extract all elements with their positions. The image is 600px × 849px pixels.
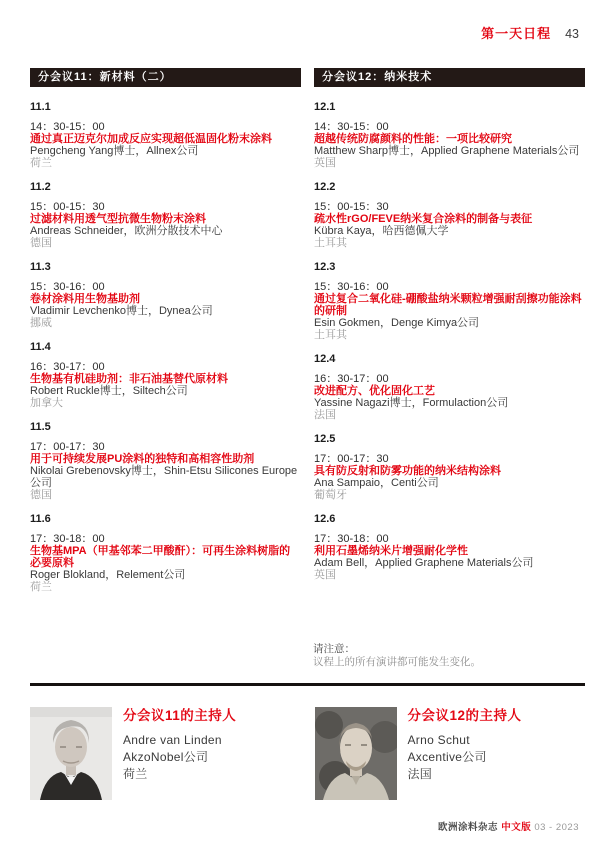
session-item	[30, 341, 301, 409]
session-country: 加拿大	[30, 397, 63, 409]
moderator-11-company: AkzoNobel公司	[123, 750, 209, 764]
session-country: 英国	[314, 569, 336, 581]
session-time: 15：30-16：00	[30, 281, 105, 293]
session-12-list	[314, 101, 585, 581]
session-country: 德国	[30, 489, 52, 501]
moderator-12-company: Axcentive公司	[407, 750, 487, 764]
session-time: 17：30-18：00	[30, 533, 105, 545]
session-item	[314, 101, 585, 169]
section-divider	[30, 683, 585, 686]
session-speaker: Nikolai Grebenovsky博士，Shin-Etsu Silicones Europe公司	[30, 465, 298, 489]
session-title: 疏水性rGO/FEVE纳米复合涂料的制备与表征	[314, 213, 533, 225]
session-country: 荷兰	[30, 157, 52, 169]
session-title: 卷材涂料用生物基助剂	[30, 293, 140, 305]
moderator-12-name: Arno Schut	[407, 733, 470, 747]
session-speaker: Kübra Kaya，哈西德佩大学	[314, 225, 449, 237]
schedule-note	[313, 643, 481, 669]
moderator-session-11	[30, 707, 301, 800]
session-number: 11.5	[30, 421, 51, 433]
moderator-info	[123, 707, 236, 800]
moderator-photo-arno	[315, 707, 397, 800]
session-number: 11.3	[30, 261, 51, 273]
session-title: 过滤材料用透气型抗微生物粉末涂料	[30, 213, 206, 225]
session-time: 17：00-17：30	[314, 453, 389, 465]
footer-issue: 03 - 2023	[534, 822, 579, 833]
session-item	[30, 181, 301, 249]
session-number: 11.6	[30, 513, 51, 525]
session-speaker: Ana Sampaio，Centi公司	[314, 477, 439, 489]
session-number: 12.3	[314, 261, 336, 273]
session-country: 荷兰	[30, 581, 52, 593]
page-number: 43	[565, 27, 579, 41]
column-session-11	[30, 68, 301, 605]
session-title: 具有防反射和防雾功能的纳米结构涂料	[314, 465, 501, 477]
moderator-12-country: 法国	[407, 767, 433, 781]
session-item	[314, 353, 585, 421]
session-number: 12.5	[314, 433, 336, 445]
session-title: 生物基有机硅助剂：非石油基替代原材料	[30, 373, 228, 385]
moderators-row	[30, 707, 585, 800]
note-heading: 请注意：	[313, 643, 355, 655]
session-number: 12.1	[314, 101, 336, 113]
moderator-11-heading: 分会议11的主持人	[123, 708, 237, 723]
session-number: 11.1	[30, 101, 51, 113]
session-speaker: Pengcheng Yang博士，Allnex公司	[30, 145, 199, 157]
session-item	[314, 433, 585, 501]
moderator-12-heading: 分会议12的主持人	[407, 708, 522, 723]
session-speaker: Esin Gokmen，Denge Kimya公司	[314, 317, 480, 329]
session-speaker: Robert Ruckle博士，Siltech公司	[30, 385, 188, 397]
session-speaker: Roger Blokland，Relement公司	[30, 569, 186, 581]
moderator-11-country: 荷兰	[123, 767, 148, 781]
footer-magazine-name: 欧洲涂料杂志	[438, 822, 499, 833]
page-footer	[438, 819, 579, 833]
moderator-info	[408, 707, 522, 800]
session-number: 12.4	[314, 353, 336, 365]
session-11-list	[30, 101, 301, 593]
session-time: 15：30-16：00	[314, 281, 389, 293]
session-time: 14：30-15：00	[30, 121, 105, 133]
session-time: 15：00-15：30	[30, 201, 105, 213]
session-country: 土耳其	[314, 237, 347, 249]
session-time: 15：00-15：30	[314, 201, 389, 213]
session-country: 挪威	[30, 317, 52, 329]
session-title: 生物基MPA（甲基邻苯二甲酸酐）：可再生涂料树脂的必要原料	[30, 545, 291, 569]
session-item	[30, 513, 301, 593]
session-time: 17：30-18：00	[314, 533, 389, 545]
session-item	[30, 421, 301, 501]
session-item	[314, 261, 585, 341]
session-country: 葡萄牙	[314, 489, 347, 501]
session-item	[30, 101, 301, 169]
session-country: 英国	[314, 157, 336, 169]
session-speaker: Matthew Sharp博士，Applied Graphene Materials公司	[314, 145, 580, 157]
session-title: 通过真正迈克尔加成反应实现超低温固化粉末涂料	[30, 133, 272, 145]
session-title: 通过复合二氧化硅-硼酸盐纳米颗粒增强耐刮擦功能涂料的研制	[314, 293, 582, 317]
session-speaker: Vladimir Levchenko博士，Dynea公司	[30, 305, 213, 317]
session-item	[30, 261, 301, 329]
session-11-header-bar: 分会议11：新材料（二）	[30, 68, 301, 87]
footer-edition: 中文版	[501, 822, 532, 833]
session-speaker: Adam Bell，Applied Graphene Materials公司	[314, 557, 534, 569]
session-country: 德国	[30, 237, 52, 249]
session-number: 11.4	[30, 341, 51, 353]
moderator-photo-andre	[30, 707, 112, 800]
session-number: 11.2	[30, 181, 51, 193]
session-title: 改进配方、优化固化工艺	[314, 385, 435, 397]
session-time: 16：30-17：00	[30, 361, 105, 373]
page-header	[481, 23, 579, 42]
note-body: 议程上的所有演讲都可能发生变化。	[313, 656, 481, 668]
session-columns	[30, 68, 585, 605]
day-section-label: 第一天日程	[481, 26, 552, 41]
session-item	[314, 513, 585, 581]
session-12-header-bar: 分会议12：纳米技术	[314, 68, 585, 87]
session-title: 利用石墨烯纳米片增强耐化学性	[314, 545, 468, 557]
session-number: 12.2	[314, 181, 336, 193]
session-title: 用于可持续发展PU涂料的独特和高相容性助剂	[30, 453, 255, 465]
moderator-session-12	[315, 707, 586, 800]
session-time: 14：30-15：00	[314, 121, 389, 133]
session-time: 16：30-17：00	[314, 373, 389, 385]
session-title: 超越传统防腐颜料的性能：一项比较研究	[314, 133, 512, 145]
column-session-12	[314, 68, 585, 605]
moderator-11-name: Andre van Linden	[123, 733, 222, 747]
session-speaker: Yassine Nagazi博士，Formulaction公司	[314, 397, 509, 409]
session-country: 土耳其	[314, 329, 347, 341]
session-item	[314, 181, 585, 249]
session-speaker: Andreas Schneider，欧洲分散技术中心	[30, 225, 223, 237]
session-country: 法国	[314, 409, 336, 421]
session-number: 12.6	[314, 513, 336, 525]
session-time: 17：00-17：30	[30, 441, 105, 453]
